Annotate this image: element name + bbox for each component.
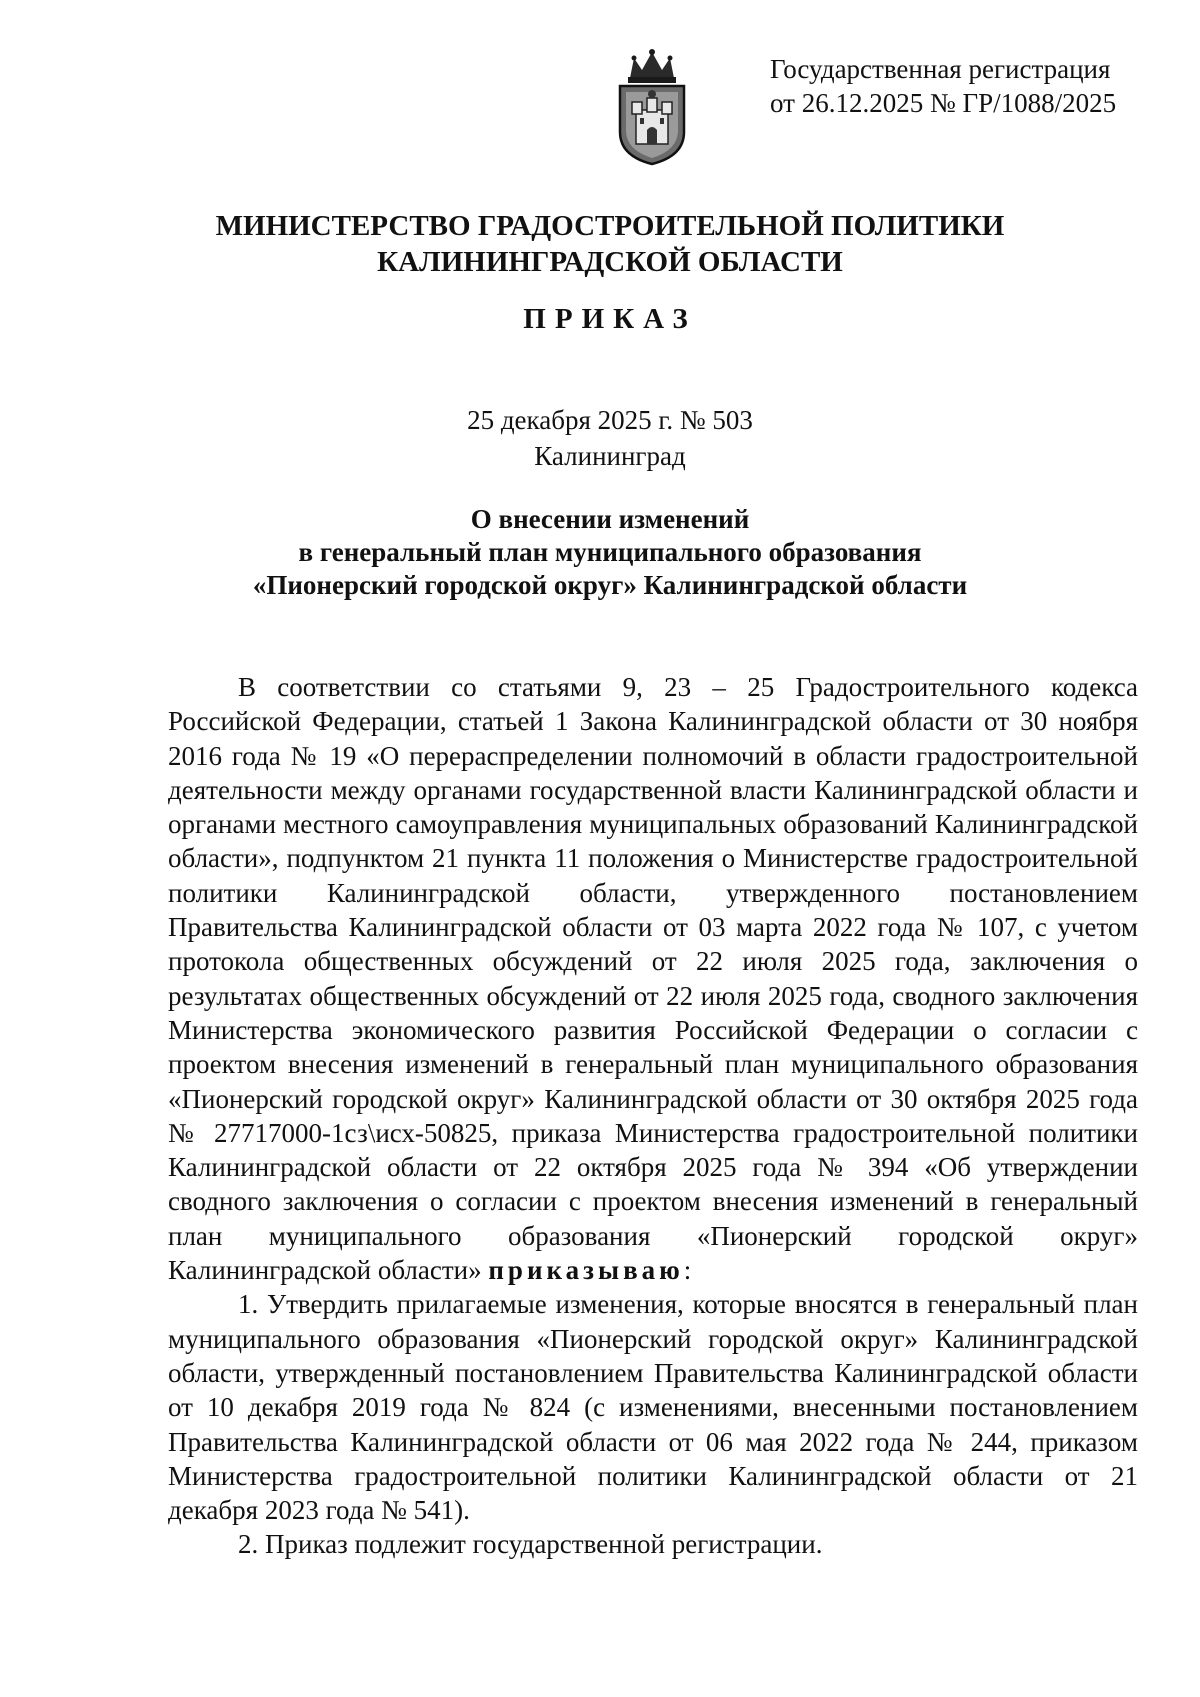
preamble-text: В соответствии со статьями 9, 23 – 25 Градостроительного кодекса Российской Федерации, статьей 1 Закона Калининградской области от 30 ноября 2016 года № 19 «О перераспределении полномочий в области градостроительной деятельности между органами государственной власти Калининградской области и органами местного самоуправления муниципальных образований Калининградской области», подпунктом 21 пункта 11 положения о Министерстве градостроительной политики Калининградской области, утвержденного постановлением Правительства Калининградской области от 03 марта 2022 года № 107, с учетом протокола общественных обсуждений от 22 июля 2025 года, заключения о результатах общественных обсуждений от 22 июля 2025 года, сводного заключения Министерства экономического развития Российской Федерации о согласии с проектом внесения изменений в генеральный план муниципального образования «Пионерский городской округ» Калининградской области от 30 октября 2025 года № 27717000-1сз\исх-50825, приказа Министерства градостроительной политики Калининградской области от 22 октября 2025 года № 394 «Об утверждении сводного заключения о согласии с проектом внесения изменений в генеральный план муниципального образования «Пионерский городской округ» Калининградской области» [168, 672, 1138, 1286]
subject-line-3: «Пионерский городской округ» Калининградской области [252, 570, 968, 600]
coat-of-arms-icon [612, 48, 692, 166]
order-date-number: 25 декабря 2025 г. № 503 [467, 405, 753, 435]
ministry-name [150, 208, 1070, 280]
order-suffix: : [683, 1255, 692, 1286]
item-1-paragraph: 1. Утвердить прилагаемые изменения, которые вносятся в генеральный план муниципального образования «Пионерский городской округ» Калининградской области, утвержденный постановлением Правительства Калининградской области от 10 декабря 2019 года № 824 (с изменениями, внесенными постановлением Правительства Калининградской области от 06 мая 2022 года № 244, приказом Министерства градостроительной политики Калининградской области от 21 декабря 2023 года № 541). [168, 1289, 1138, 1526]
registration-line-1: Государственная регистрация [770, 54, 1111, 84]
subject-line-2: в генеральный план муниципального образования [298, 537, 922, 567]
order-city: Калининград [534, 441, 686, 471]
date-and-place [150, 402, 1070, 474]
order-word: приказываю [488, 1255, 684, 1286]
registration-stamp [770, 52, 1155, 120]
order-body [168, 670, 1138, 1562]
preamble-paragraph [168, 670, 1138, 1287]
order-subject [150, 503, 1070, 602]
ministry-line-1: МИНИСТЕРСТВО ГРАДОСТРОИТЕЛЬНОЙ ПОЛИТИКИ [215, 210, 1005, 242]
document-type: ПРИКАЗ [523, 303, 697, 335]
ministry-line-2: КАЛИНИНГРАДСКОЙ ОБЛАСТИ [377, 246, 843, 278]
registration-line-2: от 26.12.2025 № ГР/1088/2025 [770, 88, 1117, 118]
item-2-paragraph: 2. Приказ подлежит государственной регистрации. [238, 1529, 823, 1560]
subject-line-1: О внесении изменений [470, 504, 750, 534]
